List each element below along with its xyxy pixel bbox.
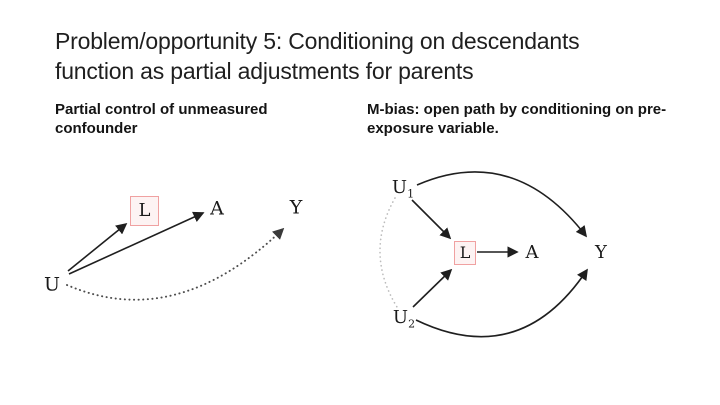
node-a-label: A [525,242,539,263]
edge-u-to-y-dotted [67,229,283,300]
node-u1-base: U [391,177,408,198]
left-dag-diagram [40,178,340,318]
node-u1-subscript: 1 [407,187,415,201]
node-a-label: A [210,197,224,220]
edge-u2-to-l [413,270,451,307]
edge-u1-to-l [412,200,450,238]
node-l-label: L [138,200,151,221]
edge-u1-to-y-curve [417,172,586,236]
right-panel-heading: M-bias: open path by conditioning on pre-exposure variable. [367,101,667,137]
node-y-label: Y [595,242,607,263]
node-y-label: Y [289,196,303,219]
node-u1-label [391,177,415,201]
slide-title [55,27,579,87]
node-l-conditioned-box [130,196,159,226]
right-dag-diagram [368,165,680,350]
node-u2-base: U [392,307,409,328]
slide-title-line1: Problem/opportunity 5: Conditioning on descendants [55,28,580,54]
slide-title-line2: function as partial adjustments for parents [55,57,474,84]
edge-u1-u2-dotted [380,198,397,307]
edge-u-to-l [68,224,126,271]
node-u-label: U [43,273,61,296]
node-l-label: L [459,243,471,262]
node-u2-label [392,307,416,331]
node-u2-subscript: 2 [408,317,416,331]
node-l-conditioned-box [454,241,476,265]
left-panel-heading: Partial control of unmeasured confounder [55,101,268,137]
